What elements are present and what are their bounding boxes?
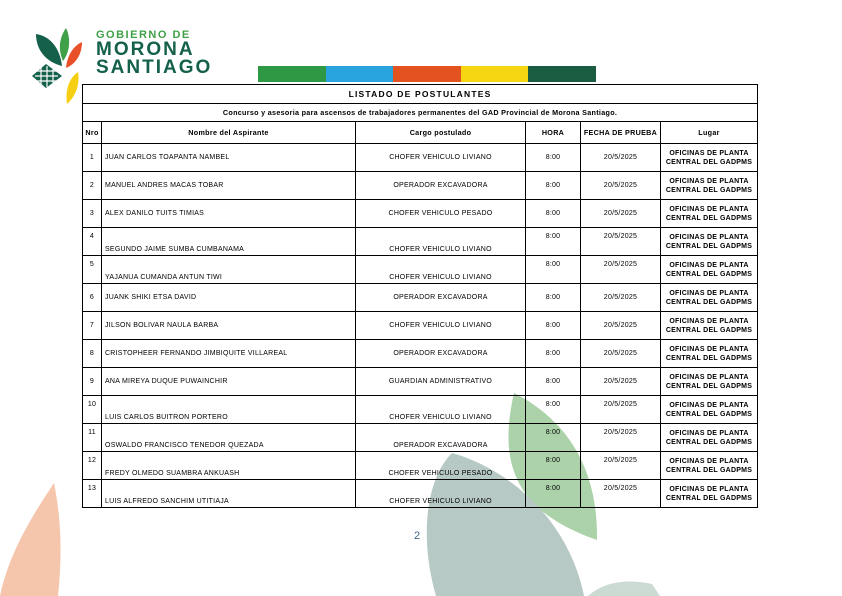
cell-lugar: OFICINAS DE PLANTA CENTRAL DEL GADPMS bbox=[661, 200, 758, 228]
cell-nombre: JUAN CARLOS TOAPANTA NAMBEL bbox=[102, 144, 356, 172]
table-row bbox=[83, 424, 758, 452]
cell-cargo: OPERADOR EXCAVADORA bbox=[356, 284, 526, 312]
color-bar-segment-blue bbox=[326, 66, 394, 82]
table-title: LISTADO DE POSTULANTES bbox=[83, 85, 758, 104]
cell-cargo: CHOFER VEHICULO LIVIANO bbox=[356, 480, 526, 508]
cell-cargo: CHOFER VEHICULO PESADO bbox=[356, 200, 526, 228]
header-nro: Nro bbox=[83, 122, 102, 144]
table-row bbox=[83, 200, 758, 228]
cell-fecha: 20/5/2025 bbox=[581, 368, 661, 396]
cell-nombre: LUIS CARLOS BUITRON PORTERO bbox=[102, 396, 356, 424]
cell-nombre: OSWALDO FRANCISCO TENEDOR QUEZADA bbox=[102, 424, 356, 452]
table-subtitle: Concurso y asesoria para ascensos de trabajadores permanentes del GAD Provincial de Morona Santiago. bbox=[83, 104, 758, 122]
cell-cargo: GUARDIAN ADMINISTRATIVO bbox=[356, 368, 526, 396]
table-row bbox=[83, 228, 758, 256]
cell-nro: 6 bbox=[83, 284, 102, 312]
cell-fecha: 20/5/2025 bbox=[581, 284, 661, 312]
cell-lugar: OFICINAS DE PLANTA CENTRAL DEL GADPMS bbox=[661, 172, 758, 200]
cell-nro: 2 bbox=[83, 172, 102, 200]
cell-hora: 8:00 bbox=[526, 424, 581, 452]
cell-cargo: OPERADOR EXCAVADORA bbox=[356, 172, 526, 200]
table-row bbox=[83, 480, 758, 508]
cell-nombre: SEGUNDO JAIME SUMBA CUMBANAMA bbox=[102, 228, 356, 256]
table-row bbox=[83, 284, 758, 312]
cell-hora: 8:00 bbox=[526, 172, 581, 200]
cell-hora: 8:00 bbox=[526, 368, 581, 396]
header-hora: HORA bbox=[526, 122, 581, 144]
cell-hora: 8:00 bbox=[526, 480, 581, 508]
cell-nro: 10 bbox=[83, 396, 102, 424]
cell-nro: 12 bbox=[83, 452, 102, 480]
cell-lugar: OFICINAS DE PLANTA CENTRAL DEL GADPMS bbox=[661, 256, 758, 284]
brand-color-bar bbox=[258, 66, 596, 82]
cell-nro: 8 bbox=[83, 340, 102, 368]
header-nombre: Nombre del Aspirante bbox=[102, 122, 356, 144]
color-bar-segment-dark-green bbox=[528, 66, 596, 82]
cell-cargo: OPERADOR EXCAVADORA bbox=[356, 424, 526, 452]
cell-lugar: OFICINAS DE PLANTA CENTRAL DEL GADPMS bbox=[661, 452, 758, 480]
cell-fecha: 20/5/2025 bbox=[581, 312, 661, 340]
cell-fecha: 20/5/2025 bbox=[581, 340, 661, 368]
morona-santiago-leaf-logo-icon bbox=[28, 26, 90, 106]
cell-nombre: LUIS ALFREDO SANCHIM UTITIAJA bbox=[102, 480, 356, 508]
cell-nro: 9 bbox=[83, 368, 102, 396]
cell-fecha: 20/5/2025 bbox=[581, 452, 661, 480]
cell-nombre: YAJANUA CUMANDA ANTUN TIWI bbox=[102, 256, 356, 284]
table-row bbox=[83, 144, 758, 172]
table-row bbox=[83, 368, 758, 396]
cell-lugar: OFICINAS DE PLANTA CENTRAL DEL GADPMS bbox=[661, 228, 758, 256]
page-number: 2 bbox=[414, 530, 421, 542]
cell-nombre: ANA MIREYA DUQUE PUWAINCHIR bbox=[102, 368, 356, 396]
cell-nombre: ALEX DANILO TUITS TIMIAS bbox=[102, 200, 356, 228]
cell-fecha: 20/5/2025 bbox=[581, 256, 661, 284]
logo-text-gobierno-de: GOBIERNO DE bbox=[96, 29, 191, 41]
cell-cargo: CHOFER VEHICULO LIVIANO bbox=[356, 312, 526, 340]
cell-hora: 8:00 bbox=[526, 284, 581, 312]
cell-lugar: OFICINAS DE PLANTA CENTRAL DEL GADPMS bbox=[661, 424, 758, 452]
cell-hora: 8:00 bbox=[526, 452, 581, 480]
table-header-row bbox=[83, 122, 758, 144]
header-cargo: Cargo postulado bbox=[356, 122, 526, 144]
cell-hora: 8:00 bbox=[526, 228, 581, 256]
cell-nombre: CRISTOPHEER FERNANDO JIMBIQUITE VILLAREAL bbox=[102, 340, 356, 368]
cell-cargo: CHOFER VEHICULO LIVIANO bbox=[356, 144, 526, 172]
cell-fecha: 20/5/2025 bbox=[581, 228, 661, 256]
cell-nombre: JUANK SHIKI ETSA DAVID bbox=[102, 284, 356, 312]
cell-nro: 4 bbox=[83, 228, 102, 256]
cell-lugar: OFICINAS DE PLANTA CENTRAL DEL GADPMS bbox=[661, 312, 758, 340]
header-lugar: Lugar bbox=[661, 122, 758, 144]
table-row bbox=[83, 340, 758, 368]
cell-hora: 8:00 bbox=[526, 144, 581, 172]
cell-lugar: OFICINAS DE PLANTA CENTRAL DEL GADPMS bbox=[661, 340, 758, 368]
cell-hora: 8:00 bbox=[526, 312, 581, 340]
teal-leaf-light-icon bbox=[588, 581, 660, 596]
cell-nombre: JILSON BOLIVAR NAULA BARBA bbox=[102, 312, 356, 340]
cell-lugar: OFICINAS DE PLANTA CENTRAL DEL GADPMS bbox=[661, 284, 758, 312]
cell-nombre: FREDY OLMEDO SUAMBRA ANKUASH bbox=[102, 452, 356, 480]
cell-nro: 11 bbox=[83, 424, 102, 452]
table-row bbox=[83, 172, 758, 200]
cell-fecha: 20/5/2025 bbox=[581, 424, 661, 452]
header-fecha: FECHA DE PRUEBA bbox=[581, 122, 661, 144]
cell-fecha: 20/5/2025 bbox=[581, 396, 661, 424]
cell-cargo: OPERADOR EXCAVADORA bbox=[356, 340, 526, 368]
logo-text-morona: MORONA bbox=[96, 39, 195, 60]
cell-nro: 7 bbox=[83, 312, 102, 340]
cell-cargo: CHOFER VEHICULO LIVIANO bbox=[356, 396, 526, 424]
cell-fecha: 20/5/2025 bbox=[581, 480, 661, 508]
cell-hora: 8:00 bbox=[526, 396, 581, 424]
table-row bbox=[83, 396, 758, 424]
cell-hora: 8:00 bbox=[526, 256, 581, 284]
postulantes-table bbox=[82, 84, 758, 508]
cell-nombre: MANUEL ANDRES MACAS TOBAR bbox=[102, 172, 356, 200]
cell-lugar: OFICINAS DE PLANTA CENTRAL DEL GADPMS bbox=[661, 396, 758, 424]
logo-diamond-pattern bbox=[32, 64, 62, 88]
table-row bbox=[83, 312, 758, 340]
cell-cargo: CHOFER VEHICULO PESADO bbox=[356, 452, 526, 480]
cell-nro: 5 bbox=[83, 256, 102, 284]
cell-hora: 8:00 bbox=[526, 200, 581, 228]
cell-lugar: OFICINAS DE PLANTA CENTRAL DEL GADPMS bbox=[661, 144, 758, 172]
cell-cargo: CHOFER VEHICULO LIVIANO bbox=[356, 256, 526, 284]
color-bar-segment-yellow bbox=[461, 66, 529, 82]
cell-hora: 8:00 bbox=[526, 340, 581, 368]
cell-fecha: 20/5/2025 bbox=[581, 200, 661, 228]
cell-lugar: OFICINAS DE PLANTA CENTRAL DEL GADPMS bbox=[661, 480, 758, 508]
logo-text-santiago: SANTIAGO bbox=[96, 57, 213, 78]
color-bar-segment-green bbox=[258, 66, 326, 82]
cell-nro: 1 bbox=[83, 144, 102, 172]
cell-cargo: CHOFER VEHICULO LIVIANO bbox=[356, 228, 526, 256]
table-row bbox=[83, 452, 758, 480]
cell-fecha: 20/5/2025 bbox=[581, 172, 661, 200]
salmon-leaf-icon bbox=[0, 483, 61, 596]
color-bar-segment-orange bbox=[393, 66, 461, 82]
cell-fecha: 20/5/2025 bbox=[581, 144, 661, 172]
table-row bbox=[83, 256, 758, 284]
cell-nro: 3 bbox=[83, 200, 102, 228]
cell-lugar: OFICINAS DE PLANTA CENTRAL DEL GADPMS bbox=[661, 368, 758, 396]
cell-nro: 13 bbox=[83, 480, 102, 508]
